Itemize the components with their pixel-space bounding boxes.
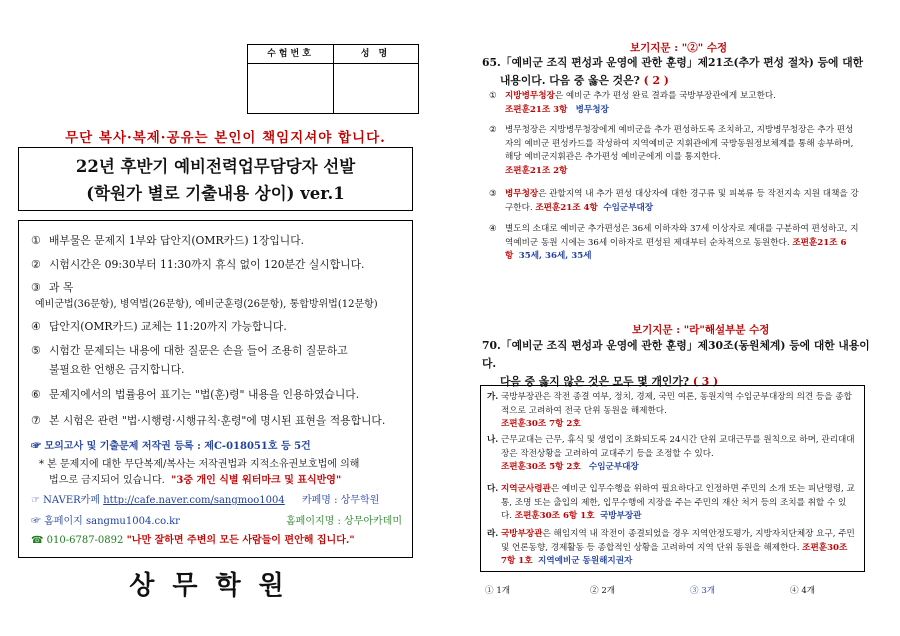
copyright-notice-2: 법으로 금지되어 있습니다. "3중 개인 식별 워터마크 및 표식반영" <box>49 475 342 486</box>
copyright-notice: * 본 문제지에 대한 무단복제/복사는 저작권법과 지적소유권보호법에 의해 <box>39 459 360 470</box>
q70-answer-choice-2: ② 2개 <box>590 586 616 596</box>
instruction-item: ③ 과 목 예비군법(36문항), 병역법(26문항), 예비군훈령(26문항), 통합방위법(12문항) <box>31 281 378 310</box>
instruction-item: ① 배부물은 문제지 1부와 답안지(OMR카드) 1장입니다. <box>31 234 305 247</box>
homepage-row: ☞ 홈페이지 sangmu1004.co.kr 홈페이지명 : 상무아카데미 <box>31 516 402 527</box>
q65-option-4: ④ 별도의 소대로 예비군 추가편성은 36세 이하자와 37세 이상자로 제대를 구분하여 편성하고, 지역예비군 동원 시에는 36세 이하자로 편성된 제대부터 순차적으로 동원한다. 조편훈21조 6항 35세, 36세, 35세 <box>489 224 859 261</box>
phone-number: ☎ 010-6787-0892 <box>31 535 124 546</box>
q70-question: 70.「예비군 조직 편성과 운영에 관한 훈령」제30조(동원체계) 등에 대한 내용이다. 다음 중 옳지 않은 것은 모두 몇 개인가? ( 3 ) <box>482 339 870 388</box>
school-name: 상무학원 <box>129 571 302 601</box>
homepage-link[interactable]: sangmu1004.co.kr <box>86 516 180 527</box>
q65-question: 65.「예비군 조직 편성과 운영에 관한 훈령」제21조(추가 편성 절차) 등에 대한 내용이다. 다음 중 옳은 것은? ( 2 ) <box>482 56 864 87</box>
exam-number-box <box>247 44 419 114</box>
instruction-item: ② 시험시간은 09:30부터 11:30까지 휴식 없이 120분간 실시합니다. <box>31 258 365 271</box>
q65-option-3: ③ 병무청장은 관할지역 내 추가 편성 대상자에 대한 경구류 및 피복류 등 작전지속 지원 대책을 강구한다. 조편훈21조 4항 수임군부대장 <box>489 189 859 213</box>
naver-cafe-row: ☞ NAVER카페 http://cafe.naver.com/sangmoo1004 카페명 : 상무학원 <box>31 495 380 506</box>
q65-section-title: 보기지문 : "②" 수정 <box>630 42 728 54</box>
exam-title-line2: (학원가 별로 기출내용 상이) ver.1 <box>86 184 345 203</box>
watermark-notice: "3중 개인 식별 워터마크 및 표식반영" <box>171 475 342 486</box>
q65-option-2: ② 병무청장은 지방병무청장에게 예비군을 추가 편성하도록 조치하고, 지방병무청장은 추가 편성자의 예비군 편성카드를 작성하여 지역예비군 지휘관에게 국방동원정보체계를 통해 송부하며, 해당 예비군지휘관은 추가편성 예비군에게 이를 통지한다. 조편훈21조 2항 <box>489 125 854 176</box>
q70-option-ra: 라. 국방부장관은 해임지역 내 작전이 종결되었을 경우 지역안정도평가, 지방자치단체장 요구, 주민 및 언론동향, 경제활동 등 종합적인 상황을 고려하여 지역 단위 동원을 해제한다. 조편훈30조 7항 1호 지역예비군 동원해지권자 <box>487 529 855 566</box>
q70-answer-choice-1: ① 1개 <box>485 586 511 596</box>
q70-answer-choice-3: ③ 3개 <box>690 586 716 596</box>
instruction-item: ⑦ 본 시험은 관련 "법·시행령·시행규칙·훈령"에 명시된 표현을 적용합니다. <box>31 414 386 427</box>
instructions-box <box>18 220 413 558</box>
instruction-item: ⑥ 문제지에서의 법률용어 표기는 "법(훈)령" 내용을 인용하였습니다. <box>31 388 360 401</box>
exam-number-header: 수험번호 <box>267 49 314 59</box>
q70-answer-choice-4: ④ 4개 <box>790 586 816 596</box>
copy-warning: 무단 복사·복제·공유는 본인이 책임지셔야 합니다. <box>65 130 386 146</box>
exam-title-line1: 22년 후반기 예비전력업무담당자 선발 <box>75 157 356 176</box>
q70-option-na: 나. 근무교대는 근무, 휴식 및 생업이 조화되도록 24시간 단위 교대근무를 원칙으로 하며, 관리대대장은 작전상황을 고려하여 교대주기 등을 조정할 수 있다. 조편훈30조 5항 2호 수임군부대장 <box>487 435 855 472</box>
naver-cafe-link[interactable]: http://cafe.naver.com/sangmoo1004 <box>103 495 285 506</box>
slogan: "나만 잘하면 주변의 모든 사람들이 편안해 집니다." <box>126 535 355 546</box>
q70-option-da: 다. 지역군사령관은 예비군 입무수행을 위하여 필요하다고 인정하면 주민의 소개 또는 피난명령, 교통, 조명 또는 출입의 제한, 입무수행에 지장을 주는 주민의 재산 처거 등의 조치를 취할 수 있다. 조편훈30조 6항 1호 국방부장관 <box>487 484 855 521</box>
contact-row <box>31 533 411 548</box>
q70-section-title: 보기지문 : "라"해설부분 수정 <box>632 324 770 336</box>
instruction-item: ④ 답안지(OMR카드) 교체는 11:20까지 가능합니다. <box>31 320 287 333</box>
q65-option-1: ① 지방병무청장은 예비군 추가 편성 완료 결과를 국방부장관에게 보고한다. 조편훈21조 3항 병무청장 <box>489 91 776 115</box>
q70-answer: ( 3 ) <box>692 375 719 388</box>
copyright-registration: ☞ 모의고사 및 기출문제 저작권 등록 : 제C-018051호 등 5건 <box>31 441 311 452</box>
q70-options-box <box>480 385 865 572</box>
instruction-item: ⑤ 시험간 문제되는 내용에 대한 질문은 손을 들어 조용히 질문하고 불필요한 언행은 금지합니다. <box>31 344 348 376</box>
exam-title-box <box>18 147 413 211</box>
name-header: 성 명 <box>360 49 391 59</box>
q65-answer: ( 2 ) <box>643 74 669 87</box>
q70-option-ga: 가. 국방부장관은 작전 종결 여부, 정치, 경제, 국민 여론, 동원지역 수임군부대장의 의견 등을 종합적으로 고려하여 전국 단위 동원을 해제한다. 조편훈30조 7항 2호 <box>487 392 852 429</box>
